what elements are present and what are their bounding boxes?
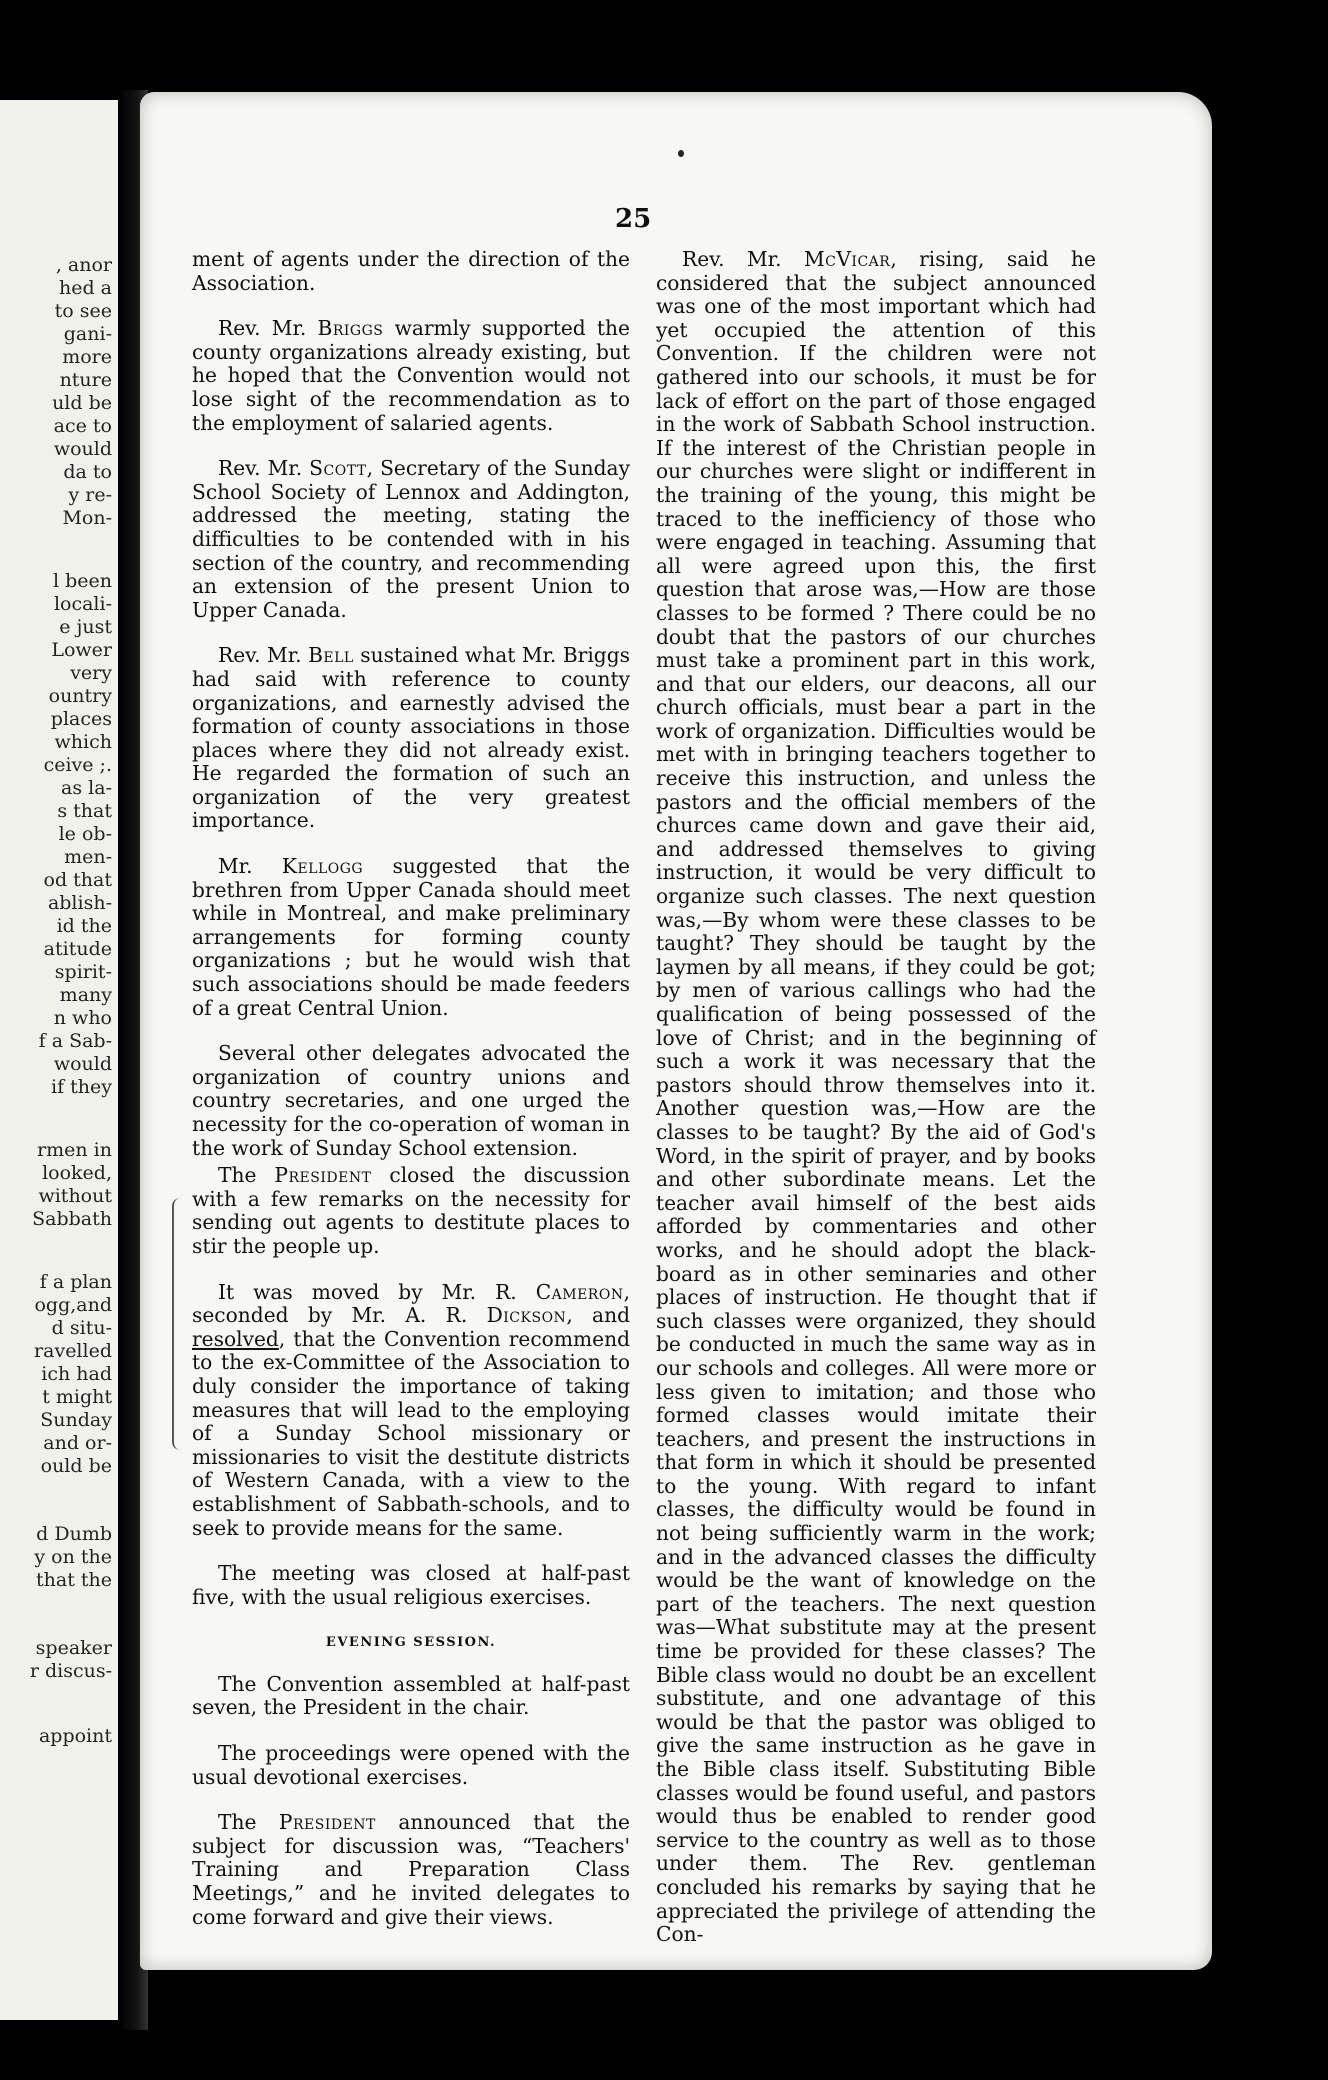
- paragraph: The Convention assembled at half-past seven, the President in the chair.: [192, 1671, 630, 1720]
- fragment-line: Sunday: [40, 1409, 112, 1431]
- fragment-line: more: [62, 346, 112, 368]
- fragment-line: d Dumb: [36, 1523, 112, 1545]
- fragment-line: ogg,and: [34, 1294, 112, 1316]
- paragraph: Rev. Mr. Briggs warmly supported the county organizations already existing, but he hoped that the Convention would not lose sight of the recommendation as to the employment of salaried agents.: [192, 316, 630, 435]
- fragment-line: da to: [63, 461, 112, 483]
- paragraph: Rev. Mr. McVicar, rising, said he considered that the subject announced was one of the most important which had yet occupied the attention of this Convention. If the children were not gathered into our schools, it must be for lack of effort on the part of those engaged in the work of Sabbath School instruction. If the interest of the Christian people in our churches were slight or indifferent in the training of the young, this might be traced to the inefficiency of those who were engaged in teaching. Assuming that all were agreed upon this, the first question that arose was,—How are those classes to be formed ? There could be no doubt that the pastors of our churches must take a prominent part in this work, and that our elders, our deacons, all our church officials, must bear a part in the work of organization. Difficulties would be met with in bringing teachers together to receive this instruction, and unless the pastors and the official members of the churces came down and gave their aid, and addressed themselves to giving instruction, it would be very difficult to organize such classes. The next question was,—By whom were these classes to be taught? They should be taught by the laymen by all means, if they could be got; by men of various callings who had the qualification of being possessed of the love of Christ; and in the beginning of such a work it was necessary that the pastors should throw themselves into it. Another question was,—How are the classes to be taught? By the aid of God's Word, in the spirit of prayer, and by books and other subordinate means. Let the teacher avail himself of the best aids afforded by commentaries and other works, and he should adopt the black-board as in other seminaries and other places of instruction. He thought that if such classes were organized, they should be conducted in much the same way as in our schools and colleges. All were more or less given to imitation; and those who formed classes would imitate their teachers, and present the instructions in that form in which it should be presented to the young. With regard to infant classes, the difficulty would be found in not being sufficiently warm in the work; and in the advanced classes the difficulty would be the want of knowledge on the part of the teachers. The next question was—What substitute may at the present time be provided for these classes? The Bible class would no doubt be an excellent substitute, and one advantage of this would be that the pastor was obliged to give the same instruction as he gave in the Bible class itself. Substituting Bible classes would be found useful, and pastors would thus be enabled to render good service to the country as well as to those under them. The Rev. gentleman concluded his remarks by saying that he appreciated the privilege of attending the Con-: [656, 247, 1096, 1947]
- section-heading: EVENING SESSION.: [325, 1635, 497, 1651]
- fragment-line: s that: [57, 800, 112, 822]
- paragraph: The proceedings were opened with the usual devotional exercises.: [192, 1741, 630, 1789]
- fragment-line: ravelled: [34, 1340, 112, 1362]
- fragment-line: ace to: [53, 415, 112, 437]
- right-column: [656, 248, 1096, 1969]
- fragment-line: le ob-: [58, 823, 112, 845]
- fragment-line: ablish-: [47, 892, 112, 914]
- fragment-line: as la-: [61, 777, 112, 799]
- fragment-line: places: [50, 708, 112, 730]
- fragment-line: f a plan: [39, 1271, 112, 1293]
- left-column: [192, 248, 630, 1951]
- fragment-line: very: [70, 662, 112, 684]
- fragment-line: atitude: [43, 938, 112, 960]
- fragment-line: many: [59, 984, 112, 1006]
- fragment-line: ich had: [41, 1363, 112, 1385]
- paragraph: Rev. Mr. Bell sustained what Mr. Briggs had said with reference to county organizations, and earnestly advised the formation of county associations in those places where they did not already exist. He regarded the formation of such an organization of the very greatest importance.: [192, 643, 630, 833]
- fragment-line: and or-: [43, 1432, 112, 1454]
- fragment-line: Sabbath: [32, 1208, 112, 1230]
- resolved-word: resolved: [192, 1326, 279, 1351]
- fragment-line: ceive ;.: [43, 754, 112, 776]
- fragment-line: d situ-: [51, 1317, 112, 1339]
- fragment-line: to see: [54, 300, 112, 322]
- fragment-line: r discus-: [29, 1660, 112, 1682]
- fragment-line: nture: [59, 369, 112, 391]
- page-number: 25: [615, 204, 652, 234]
- margin-bracket-mark: [172, 1198, 182, 1450]
- fragment-line: gani-: [63, 323, 112, 345]
- fragment-line: Mon-: [62, 507, 112, 529]
- fragment-line: uld be: [52, 392, 112, 414]
- paragraph: ment of agents under the direction of the Association.: [192, 247, 630, 295]
- fragment-line: hed a: [58, 277, 112, 299]
- fragment-line: Lower: [51, 639, 112, 661]
- fragment-line: f a Sab-: [38, 1030, 112, 1052]
- paragraph: Several other delegates advocated the organization of country unions and country secretaries, and one urged the necessity for the co-operation of woman in the work of Sunday School extension.: [192, 1041, 630, 1160]
- fragment-line: e just: [59, 616, 112, 638]
- paragraph: The President closed the discussion with a few remarks on the necessity for sending out agents to destitute places to stir the people up.: [192, 1163, 630, 1258]
- fragment-line: y on the: [34, 1546, 112, 1568]
- fragment-line: ould be: [40, 1455, 112, 1477]
- fragment-line: l been: [52, 570, 112, 592]
- fragment-line: spirit-: [54, 961, 112, 983]
- fragment-line: n who: [53, 1007, 112, 1029]
- paragraph: The President announced that the subject for discussion was, “Teachers' Training and Preparation Class Meetings,” and he invited delegates to come forward and give their views.: [192, 1810, 630, 1929]
- fragment-line: would: [53, 1053, 112, 1075]
- paragraph: Rev. Mr. Scott, Secretary of the Sunday School Society of Lennox and Addington, addressed the meeting, stating the difficulties to be contended with in his section of the country, and recommending an extension of the present Union to Upper Canada.: [192, 456, 630, 622]
- fragment-line: y re-: [68, 484, 112, 506]
- adjacent-page-fragment: [0, 100, 118, 2020]
- paragraph: The meeting was closed at half-past five, with the usual religious exercises.: [192, 1561, 630, 1609]
- fragment-line: od that: [43, 869, 112, 891]
- fragment-line: which: [54, 731, 112, 753]
- fragment-line: if they: [51, 1076, 112, 1098]
- fragment-line: that the: [36, 1569, 112, 1591]
- fragment-line: ountry: [48, 685, 112, 707]
- fragment-line: men-: [64, 846, 112, 868]
- ink-spot: [678, 150, 684, 157]
- fragment-line: looked,: [42, 1162, 112, 1184]
- fragment-line: rmen in: [37, 1139, 112, 1161]
- fragment-line: without: [38, 1185, 112, 1207]
- fragment-line: id the: [56, 915, 112, 937]
- fragment-line: speaker: [35, 1637, 112, 1659]
- fragment-line: would: [53, 438, 112, 460]
- fragment-line: , anor: [55, 254, 112, 276]
- fragment-line: t might: [42, 1386, 112, 1408]
- fragment-line: appoint: [38, 1725, 112, 1747]
- motion-paragraph: It was moved by Mr. R. Cameron, seconded by Mr. A. R. Dickson, and resolved, that the Convention recommend to the ex-Committee of the Association to duly consider the importance of taking measures that will lead to the employing of a Sunday School missionary or missionaries to visit the destitute districts of Western Canada, with a view to the establishment of Sabbath-schools, and to seek to provide means for the same.: [192, 1279, 631, 1540]
- paragraph: Mr. Kellogg suggested that the brethren from Upper Canada should meet while in Montreal, and make preliminary arrangements for forming county organizations ; but he would wish that such associations should be made feeders of a great Central Union.: [192, 854, 630, 1020]
- fragment-line: locali-: [53, 593, 112, 615]
